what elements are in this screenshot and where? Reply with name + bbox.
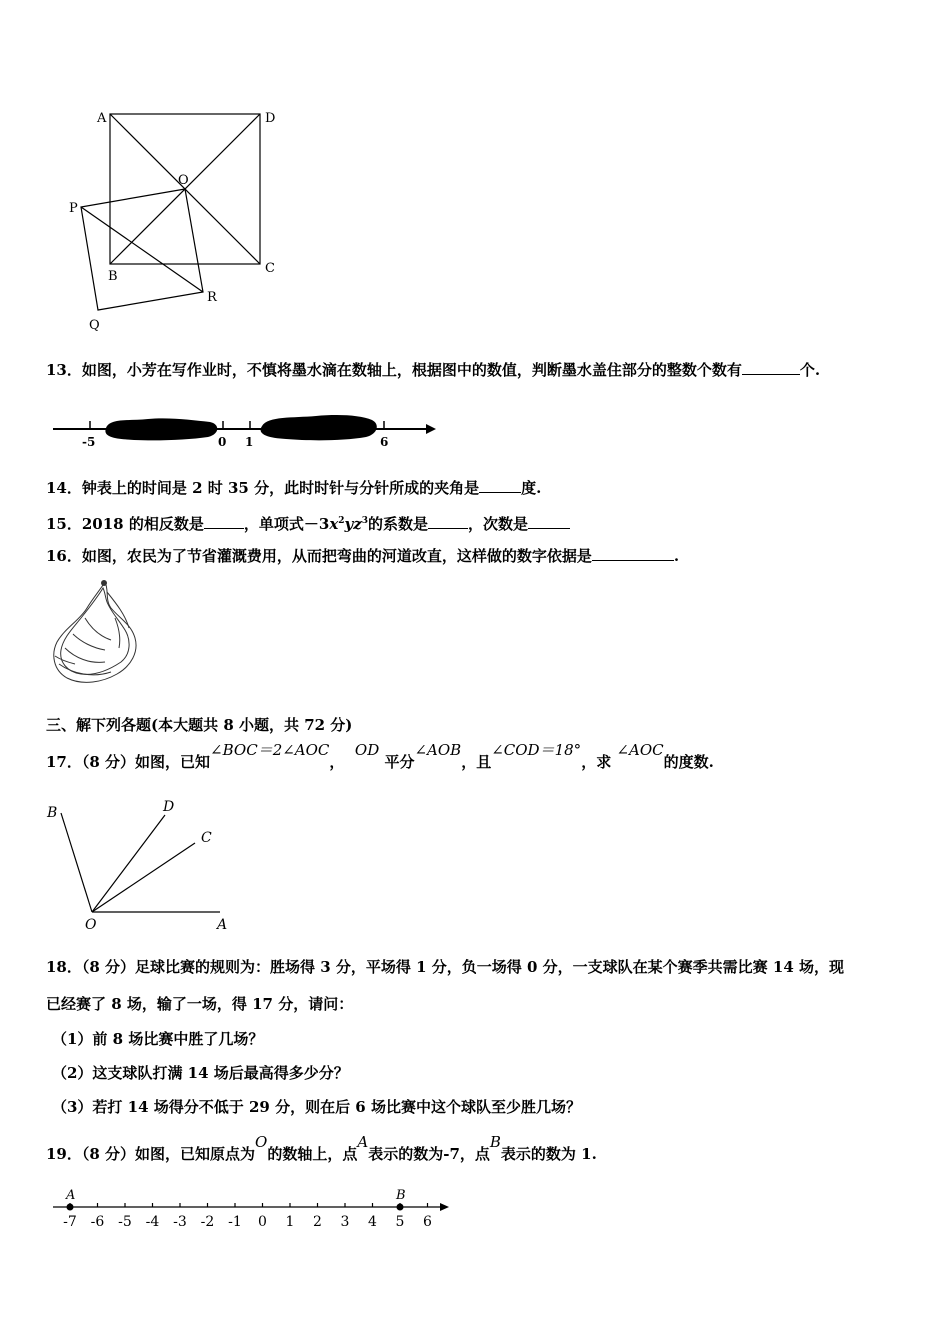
question-14: 14．钟表上的时间是 2 时 35 分，此时时针与分针所成的夹角是 度. bbox=[46, 479, 542, 497]
tick-label-1: 1 bbox=[245, 435, 254, 449]
axis-tick-label: -4 bbox=[145, 1214, 160, 1230]
axis-tick-label: 4 bbox=[368, 1214, 377, 1230]
label-q: Q bbox=[89, 318, 100, 333]
ray-od bbox=[92, 815, 165, 912]
label-p: P bbox=[69, 201, 78, 216]
question-17: 17．（8 分）如图，已知∠BOC＝2∠AOC， OD 平分∠AOB，且∠COD＝18°，求 ∠AOC的度数. bbox=[46, 741, 714, 771]
number-line-19 bbox=[45, 1185, 455, 1235]
question-18-sub2: （2）这支球队打满 14 场后最高得多少分？ bbox=[52, 1064, 349, 1082]
answer-blank-2[interactable] bbox=[428, 514, 468, 529]
tick-label-minus5: -5 bbox=[82, 435, 96, 449]
axis-tick-label: 1 bbox=[285, 1214, 295, 1230]
ink-blot-right bbox=[261, 415, 377, 440]
question-18-sub3: （3）若打 14 场得分不低于 29 分，则在后 6 场比赛中这个球队至少胜几场？ bbox=[52, 1098, 581, 1116]
point-a-label: A bbox=[66, 1188, 76, 1203]
ray-oc bbox=[92, 843, 195, 912]
label-b: B bbox=[47, 805, 58, 821]
tick-label-0: 0 bbox=[218, 435, 227, 449]
label-d: D bbox=[265, 111, 276, 126]
question-16: 16．如图，农民为了节省灌溉费用，从而把弯曲的河道改直，这样做的数字依据是 . bbox=[46, 547, 680, 565]
point-b-label: B bbox=[396, 1188, 406, 1203]
label-a: A bbox=[217, 917, 228, 933]
label-o: O bbox=[85, 917, 97, 933]
label-a: A bbox=[97, 111, 107, 126]
question-19: 19．（8 分）如图，已知原点为O的数轴上，点A表示的数为-7，点B表示的数为 1. bbox=[46, 1133, 597, 1163]
label-o: O bbox=[178, 173, 189, 188]
axis-tick-label: 3 bbox=[340, 1214, 350, 1230]
label-c: C bbox=[265, 261, 275, 276]
question-18-line2: 已经赛了 8 场，输了一场，得 17 分，请问： bbox=[46, 995, 354, 1013]
axis-tick-label: 0 bbox=[258, 1214, 267, 1230]
question-18-sub1: （1）前 8 场比赛中胜了几场？ bbox=[52, 1030, 264, 1048]
axis-tick-label: 5 bbox=[395, 1214, 405, 1230]
section-3-title: 三、解下列各题(本大题共 8 小题，共 72 分) bbox=[46, 716, 353, 734]
tick-label-6: 6 bbox=[380, 435, 389, 449]
question-18-line1: 18．（8 分）足球比赛的规则为：胜场得 3 分，平场得 1 分，负一场得 0 分，一支球队在某个赛季共需比赛 14 场，现 bbox=[46, 958, 845, 976]
angle-figure bbox=[45, 795, 245, 935]
question-13: 13．如图，小芳在写作业时，不慎将墨水滴在数轴上，根据图中的数值，判断墨水盖住部分的整数个数有 个. bbox=[46, 361, 821, 379]
answer-blank-3[interactable] bbox=[528, 514, 570, 529]
axis-tick-label: 6 bbox=[423, 1214, 432, 1230]
answer-blank[interactable] bbox=[742, 360, 800, 375]
label-c: C bbox=[201, 830, 212, 846]
axis-tick-label: -1 bbox=[228, 1214, 242, 1230]
question-15: 15．2018 的相反数是 ，单项式$-3x^2yz^3$的系数是 ，次数是 bbox=[46, 511, 570, 534]
axis-tick-label: -5 bbox=[118, 1214, 132, 1230]
answer-blank[interactable] bbox=[592, 546, 674, 561]
inked-number-line bbox=[48, 410, 438, 450]
ink-blot-left bbox=[105, 418, 217, 440]
ray-ob bbox=[61, 813, 92, 912]
axis-tick-label: -2 bbox=[200, 1214, 215, 1230]
axis-tick-label: -3 bbox=[173, 1214, 187, 1230]
axis-tick-label: -7 bbox=[63, 1214, 77, 1230]
label-b: B bbox=[108, 269, 118, 284]
point-b bbox=[397, 1204, 404, 1211]
square-figure bbox=[60, 105, 290, 340]
axis-tick-label: -6 bbox=[90, 1214, 105, 1230]
label-r: R bbox=[207, 290, 217, 305]
answer-blank-1[interactable] bbox=[204, 514, 244, 529]
axis-tick-label: 2 bbox=[313, 1214, 322, 1230]
label-d: D bbox=[163, 799, 175, 815]
answer-blank[interactable] bbox=[479, 478, 521, 493]
river-sketch bbox=[45, 578, 145, 693]
point-a bbox=[67, 1204, 74, 1211]
